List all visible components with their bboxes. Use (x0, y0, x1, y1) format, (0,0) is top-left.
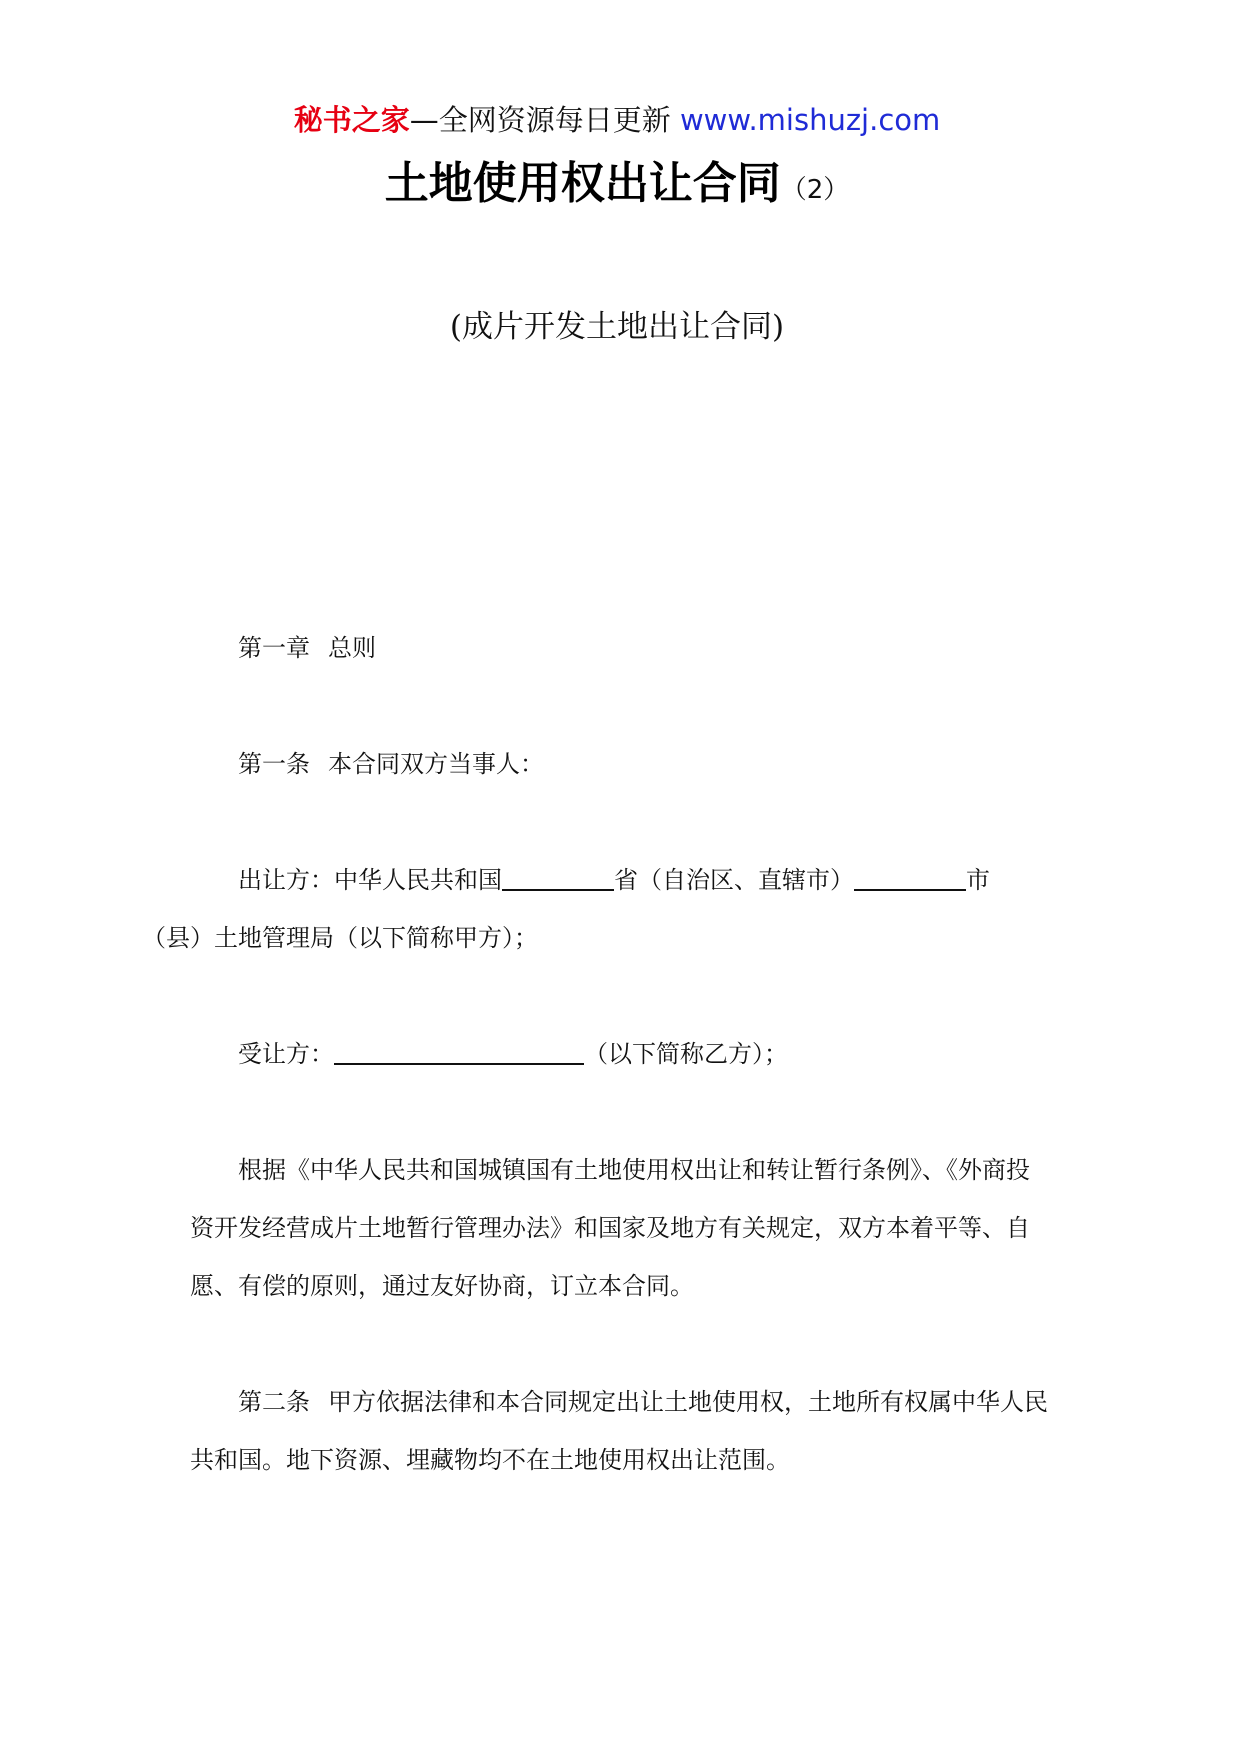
province-blank (502, 867, 614, 891)
document-title (0, 154, 1234, 223)
title-main: 土地使用权出让合同 (384, 158, 781, 209)
chapter-heading (190, 619, 1050, 677)
transferee-clause (190, 1025, 1050, 1083)
document-subtitle: (成片开发土地出让合同) (449, 309, 785, 345)
transferee-blank (334, 1041, 584, 1065)
brand-name: 秘书之家 (293, 103, 410, 137)
title-suffix: （2） (780, 175, 850, 205)
chapter-name: 总则 (328, 634, 376, 662)
transferor-label: 出让方： (238, 866, 334, 894)
banner-slogan: —全网资源每日更新 (409, 103, 671, 137)
article-1-text: 本合同双方当事人： (328, 750, 544, 778)
article-2 (190, 1373, 1050, 1489)
transferor-line-2: （县）土地管理局（以下简称甲方）； (142, 924, 538, 952)
transferor-prefix: 中华人民共和国 (334, 866, 502, 894)
article-1 (190, 735, 1050, 793)
transferee-label: 受让方： (238, 1040, 334, 1068)
basis-paragraph: 根据《中华人民共和国城镇国有土地使用权出让和转让暂行条例》、《外商投资开发经营成片土地暂行管理办法》和国家及地方有关规定，双方本着平等、自愿、有偿的原则，通过友好协商，订立本合同。 (190, 1156, 1030, 1300)
transferee-suffix: （以下简称乙方）； (584, 1040, 788, 1068)
transferor-clause (142, 851, 1050, 967)
city-blank (854, 867, 966, 891)
transferor-mid: 省（自治区、直辖市） (614, 866, 854, 894)
chapter-number: 第一章 (238, 634, 310, 662)
transferor-suffix: 市 (966, 866, 990, 894)
article-2-number: 第二条 (238, 1388, 310, 1416)
site-banner (0, 100, 1234, 140)
site-link[interactable]: www.mishuzj.com (679, 103, 941, 137)
article-1-number: 第一条 (238, 750, 310, 778)
article-2-text: 甲方依据法律和本合同规定出让土地使用权，土地所有权属中华人民共和国。地下资源、埋藏物均不在土地使用权出让范围。 (190, 1388, 1048, 1474)
